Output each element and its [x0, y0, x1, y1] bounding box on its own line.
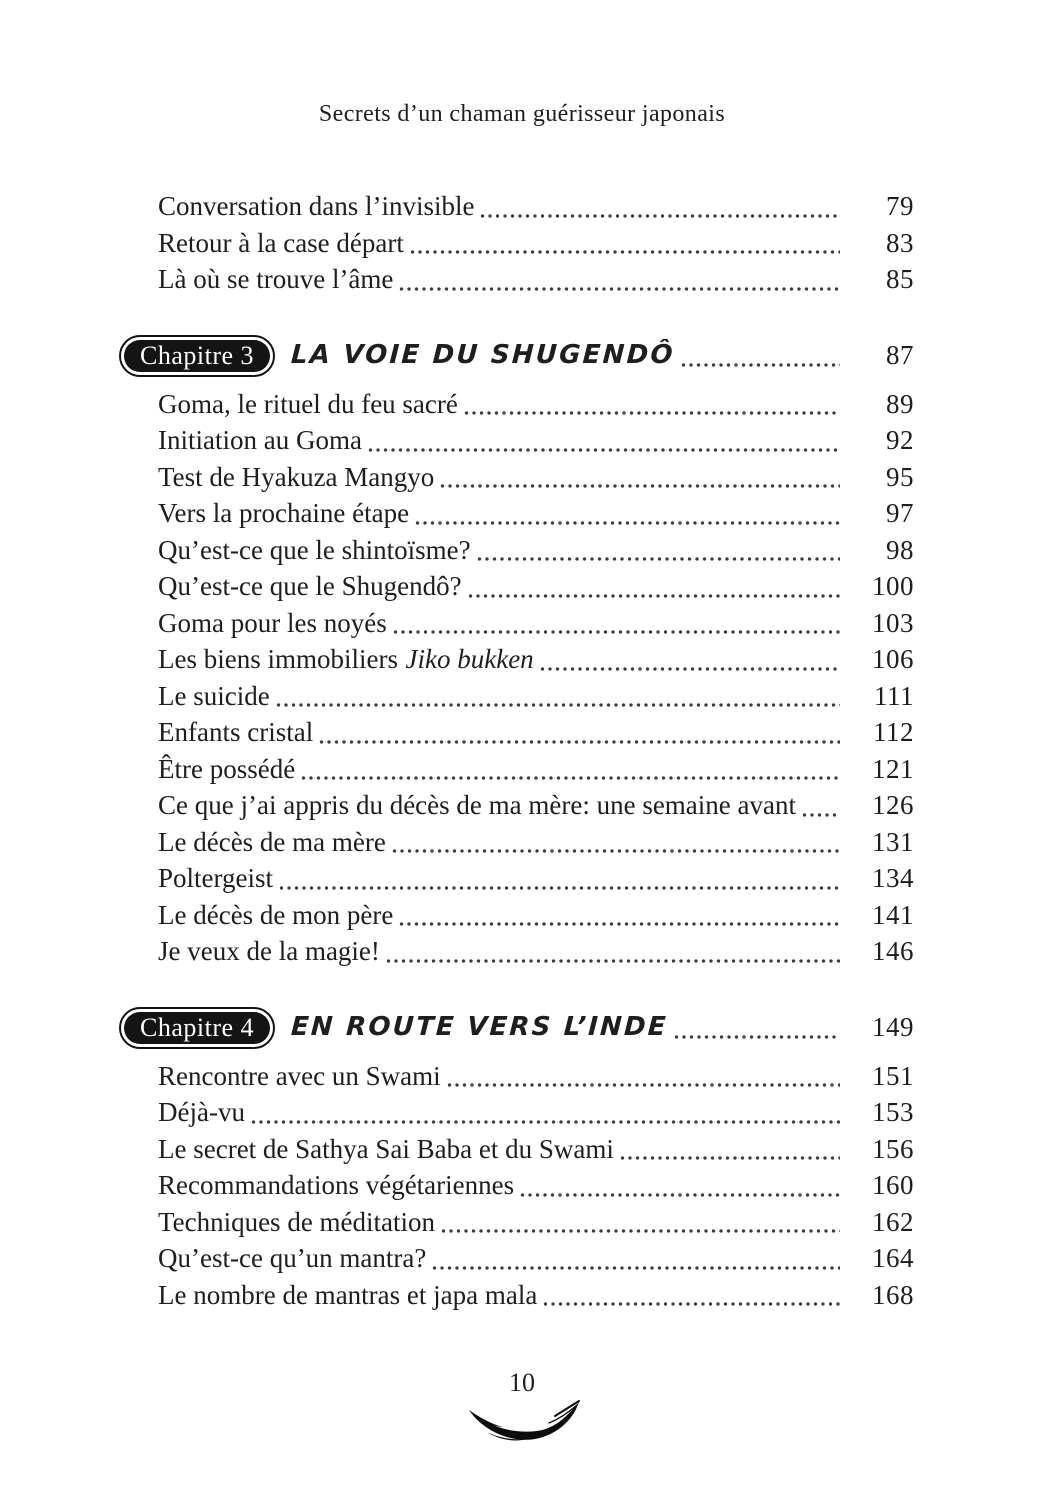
- entry-label-text: Enfants cristal: [158, 717, 314, 747]
- footer-ornament: [0, 1398, 1044, 1449]
- dot-leader: [476, 555, 840, 563]
- toc-entry-row: [158, 1167, 914, 1204]
- toc-entry-row: [158, 860, 914, 897]
- entry-label-text: Être possédé: [158, 753, 296, 784]
- entry-label-text: Qu’est-ce que le shintoïsme?: [158, 534, 471, 565]
- entry-label: [158, 1094, 245, 1131]
- page-ref: 92: [886, 425, 914, 455]
- chapter-badge: [119, 335, 275, 377]
- entry-label: [158, 605, 387, 642]
- entry-label-text: Poltergeist: [158, 863, 274, 893]
- entry-label: [158, 751, 295, 788]
- page-ref: 131: [872, 826, 914, 857]
- entry-label-text: Recommandations végétariennes: [158, 1170, 515, 1200]
- entry-label: [158, 459, 434, 496]
- entry-label: [158, 824, 386, 861]
- chapter-title: EN ROUTE VERS L’INDE: [290, 1012, 669, 1043]
- toc-entry-row: [158, 933, 914, 970]
- entry-label: [158, 225, 404, 262]
- entry-label-text: Goma pour les noyés: [158, 607, 387, 638]
- toc-entry-row: [158, 386, 914, 423]
- entry-label: [158, 714, 313, 751]
- page-number: 10: [509, 1368, 535, 1397]
- chapter-badge-label: Chapitre 4: [124, 1012, 270, 1044]
- entry-label-text: Conversation dans l’invisible: [158, 191, 475, 221]
- entry-label: [158, 1204, 435, 1241]
- entry-label: [158, 568, 462, 605]
- page-ref: 85: [886, 264, 914, 294]
- toc-entry-row: [158, 678, 914, 715]
- toc-entry-row: [158, 1058, 914, 1095]
- table-of-contents: [140, 188, 914, 1313]
- toc-entry-row: [158, 1277, 914, 1314]
- page-ref: 83: [886, 227, 914, 258]
- page-ref: 87: [886, 340, 914, 371]
- toc-entry-row: [158, 422, 914, 459]
- page-ref: 151: [872, 1060, 914, 1091]
- entry-label-text: Le suicide: [158, 680, 270, 711]
- dot-leader: [278, 884, 840, 892]
- entry-label: [158, 422, 362, 459]
- page-ref: 112: [873, 717, 914, 747]
- toc-entry-row: [158, 1240, 914, 1277]
- entry-label: [158, 532, 471, 569]
- toc-entry-row: [158, 824, 914, 861]
- dot-leader: [300, 774, 840, 782]
- entry-label-text: Ce que j’ai appris du décès de ma mère: une semaine avant: [158, 790, 796, 820]
- dot-leader: [318, 738, 840, 746]
- page-ref: 121: [872, 753, 914, 784]
- dot-leader: [275, 701, 840, 709]
- page-ref: 153: [872, 1097, 914, 1127]
- entry-label: [158, 1131, 614, 1168]
- page-ref: 146: [872, 936, 914, 966]
- chapter-title: LA VOIE DU SHUGENDÔ: [290, 340, 676, 371]
- entry-label: [158, 1167, 514, 1204]
- entry-label-italic: Jiko bukken: [405, 644, 534, 674]
- entry-label-text: Je veux de la magie!: [158, 936, 380, 966]
- toc-entry-row: [158, 459, 914, 496]
- entry-label: [158, 641, 534, 678]
- dot-leader: [519, 1191, 840, 1199]
- dot-leader: [398, 285, 840, 293]
- entry-label-text: Retour à la case départ: [158, 227, 404, 258]
- toc-entry-row: [158, 714, 914, 751]
- dot-leader: [398, 920, 840, 928]
- dot-leader: [463, 409, 840, 417]
- entry-label: [158, 678, 270, 715]
- page-ref: 141: [872, 899, 914, 930]
- dot-leader: [250, 1118, 840, 1126]
- toc-entry-row: [158, 897, 914, 934]
- entry-label: [158, 787, 796, 824]
- entry-label: [158, 495, 409, 532]
- ink-brush-stroke-icon: [461, 1398, 583, 1444]
- page-ref: 160: [872, 1170, 914, 1200]
- entry-label: [158, 1277, 537, 1314]
- chapter-badge: [119, 1007, 275, 1049]
- dot-leader: [673, 1033, 840, 1041]
- page-ref: 79: [886, 191, 914, 221]
- page-ref: 89: [886, 388, 914, 419]
- dot-leader: [367, 446, 840, 454]
- chapter-heading-row: [119, 334, 914, 378]
- entry-label-text: Qu’est-ce que le Shugendô?: [158, 571, 462, 601]
- entry-label: [158, 188, 474, 225]
- entry-label-text: Le secret de Sathya Sai Baba et du Swami: [158, 1133, 614, 1164]
- page-ref: 103: [872, 607, 914, 638]
- dot-leader: [542, 1300, 840, 1308]
- toc-entry-row: [158, 641, 914, 678]
- entry-label-text: Qu’est-ce qu’un mantra?: [158, 1243, 427, 1273]
- entry-label-text: Techniques de méditation: [158, 1206, 436, 1237]
- entry-label-text: Rencontre avec un Swami: [158, 1060, 441, 1091]
- entry-label: [158, 261, 393, 298]
- entry-label-text: Vers la prochaine étape: [158, 498, 410, 528]
- toc-entry-row: [158, 225, 914, 262]
- entry-label: [158, 860, 273, 897]
- page-ref: 111: [874, 680, 914, 711]
- entry-label: [158, 933, 380, 970]
- page-ref: 149: [872, 1012, 914, 1043]
- page-ref: 100: [872, 571, 914, 601]
- running-header: Secrets d’un chaman guérisseur japonais: [318, 101, 726, 127]
- dot-leader: [439, 482, 840, 490]
- page-ref: 134: [872, 863, 914, 893]
- toc-entry-row: [158, 787, 914, 824]
- entry-label-text: Le nombre de mantras et japa mala: [158, 1279, 538, 1310]
- entry-label-text: Déjà-vu: [158, 1097, 245, 1127]
- toc-entry-row: [158, 532, 914, 569]
- dot-leader: [446, 1081, 840, 1089]
- page-ref: 168: [872, 1279, 914, 1310]
- chapter-badge-label: Chapitre 3: [124, 340, 270, 372]
- entry-label-text: Goma, le rituel du feu sacré: [158, 388, 458, 419]
- dot-leader: [391, 847, 840, 855]
- toc-entry-row: [158, 605, 914, 642]
- entry-label: [158, 386, 458, 423]
- dot-leader: [479, 212, 840, 220]
- dot-leader: [467, 592, 840, 600]
- entry-label-text: Le décès de mon père: [158, 899, 394, 930]
- chapter-heading-row: [119, 1006, 914, 1050]
- page-ref: 95: [886, 461, 914, 492]
- toc-entry-row: [158, 568, 914, 605]
- entry-label: [158, 897, 393, 934]
- entry-label-text: Le décès de ma mère: [158, 826, 386, 857]
- entry-label-text: Les biens immobiliers: [158, 644, 398, 674]
- dot-leader: [680, 361, 840, 369]
- dot-leader: [440, 1227, 840, 1235]
- toc-entry-row: [158, 1131, 914, 1168]
- dot-leader: [801, 811, 840, 819]
- dot-leader: [539, 665, 840, 673]
- toc-entry-row: [158, 261, 914, 298]
- page-ref: 106: [872, 644, 914, 674]
- toc-entry-row: [158, 1094, 914, 1131]
- dot-leader: [431, 1264, 840, 1272]
- entry-label-text: Test de Hyakuza Mangyo: [158, 461, 435, 492]
- page-ref: 126: [872, 790, 914, 820]
- entry-label-text: Initiation au Goma: [158, 425, 362, 455]
- dot-leader: [385, 957, 840, 965]
- toc-entry-row: [158, 751, 914, 788]
- dot-leader: [392, 628, 840, 636]
- dot-leader: [414, 519, 840, 527]
- toc-entry-row: [158, 495, 914, 532]
- page-ref: 164: [872, 1243, 914, 1273]
- dot-leader: [619, 1154, 840, 1162]
- entry-label: [158, 1240, 426, 1277]
- page-ref: 97: [886, 498, 914, 528]
- entry-label-text: Là où se trouve l’âme: [158, 264, 394, 294]
- page-ref: 98: [886, 534, 914, 565]
- entry-label: [158, 1058, 441, 1095]
- page-ref: 162: [872, 1206, 914, 1237]
- page-ref: 156: [872, 1133, 914, 1164]
- dot-leader: [409, 248, 840, 256]
- toc-entry-row: [158, 1204, 914, 1241]
- toc-entry-row: [158, 188, 914, 225]
